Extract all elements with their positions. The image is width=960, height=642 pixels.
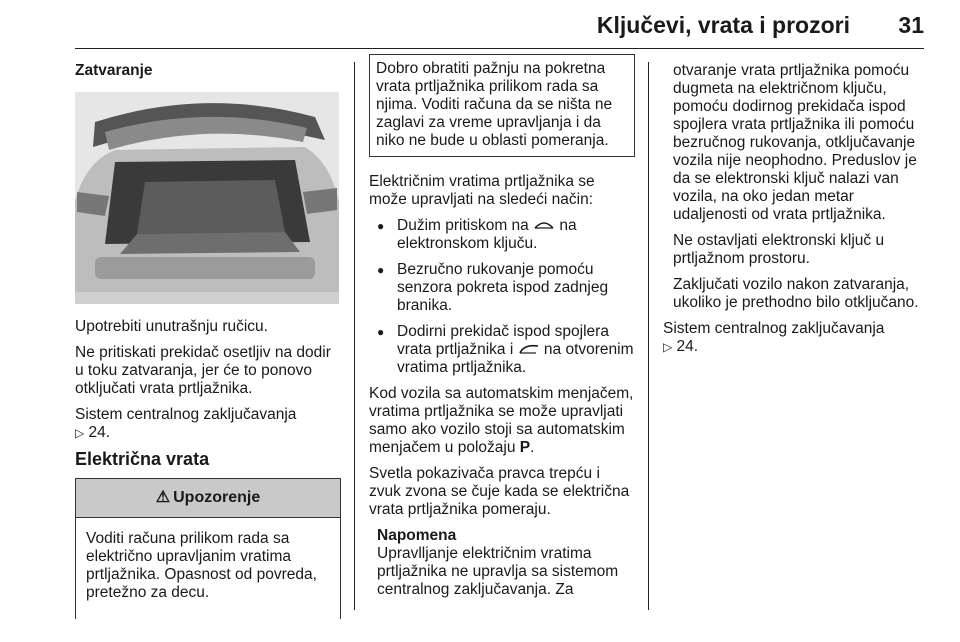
list-item-text: Dodirni prekidač ispod spojlera vrata prtljažnika i (397, 323, 609, 358)
column-divider-1 (354, 62, 355, 610)
list-item-text: na otvorenim vratima prtljažnika. (397, 341, 634, 376)
section-heading-electric-door: Električna vrata (75, 449, 210, 469)
column-1 (75, 62, 341, 619)
caution-box: Dobro obratiti pažnju na pokretna vrata prtljažnika prilikom rada sa njima. Voditi računa da se ništa ne zaglavi za vreme upravljanja i da niko ne bude u oblasti pomeranja. (369, 54, 635, 157)
chapter-title: Ključevi, vrata i prozori (596, 12, 850, 38)
page-header (0, 0, 960, 50)
section-title-zatvaranje: Zatvaranje (75, 62, 153, 79)
operation-list (369, 217, 635, 377)
para-touch-switch: Ne pritiskati prekidač osetljiv na dodir u toku zatvaranja, jer će to ponovo otključati vrata prtljažnika. (75, 344, 331, 397)
auto-text: Kod vozila sa automatskim menjačem, vratima prtljažnika se može upravljati samo ako vozilo stoji sa automatskim menjačem u položaju (369, 385, 634, 456)
para-key-storage: Ne ostavljati elektronski ključ u prtljažnom prostoru. (673, 232, 885, 267)
tailgate-button-icon (518, 343, 540, 355)
note-text: Upravlljanje električnim vratima prtljažnika ne upravlja sa sistemom centralnog zaključavanja. Za (377, 545, 619, 598)
ref-page: 24. (88, 424, 111, 441)
warning-header (76, 479, 340, 518)
note-block (369, 527, 635, 599)
ref-page: 24. (676, 338, 699, 355)
warning-box (75, 478, 341, 619)
column-divider-2 (648, 62, 649, 610)
note-title: Napomena (377, 527, 457, 544)
para-operation-intro: Električnim vratima prtljažnika se može upravljati na sledeći način: (369, 173, 595, 208)
header-rule (75, 48, 924, 49)
ref-text: Sistem centralnog zaključavanja (663, 320, 885, 337)
list-item (369, 323, 635, 377)
note-continuation (663, 62, 925, 312)
warning-title: Upozorenje (173, 489, 261, 506)
page-ref-icon: ▷ (75, 426, 85, 440)
list-item-text: Dužim pritiskom na (397, 217, 529, 234)
column-3 (663, 62, 925, 364)
para-use-handle: Upotrebiti unutrašnju ručicu. (75, 318, 268, 335)
para-central-locking-ref (75, 406, 341, 442)
car-open-tailgate-illustration (75, 92, 339, 304)
page-ref-icon: ▷ (663, 340, 673, 354)
para-signals: Svetla pokazivača pravca trepću i zvuk zvona se čuje kada se električna vrata prtljažnika pomeraju. (369, 465, 630, 518)
list-item-text: na elektronskom ključu. (397, 217, 577, 252)
para-lock-after: Zaključati vozilo nakon zatvaranja, ukoliko je prethodno bilo otključano. (673, 276, 919, 311)
warning-icon: ⚠ (155, 489, 171, 506)
page-number: 31 (898, 12, 924, 38)
ref-text: Sistem centralnog zaključavanja (75, 406, 297, 423)
para-automatic-transmission: Kod vozila sa automatskim menjačem, vratima prtljažnika se može upravljati samo ako vozilo stoji sa automatskim menjačem u položaju P. (369, 385, 634, 456)
tailgate-photo (75, 92, 339, 304)
list-item (369, 217, 635, 253)
para-central-locking-ref-2 (663, 320, 925, 356)
tailgate-key-icon (533, 219, 555, 231)
warning-text: Voditi računa prilikom rada sa električno upravljanim vratima prtljažnika. Opasnost od povreda, pretežno za decu. (86, 530, 317, 601)
column-2 (369, 62, 635, 599)
list-item: ● Bezručno rukovanje pomoću senzora pokreta ispod zadnjeg branika. (369, 261, 635, 315)
gear-position-p: P (519, 439, 531, 456)
para-note-cont: otvaranje vrata prtljažnika pomoću dugmeta na električnom ključu, pomoću dodirnog prekidača ispod spojlera vrata prtljažnika ili pomoću bezručnog rukovanja, otključavanje vozila nije neophodno. Preduslov je da se elektronski ključ nalazi van vozila, na oko jedan metar udaljenosti od vrata prtljažnika. (673, 62, 917, 223)
